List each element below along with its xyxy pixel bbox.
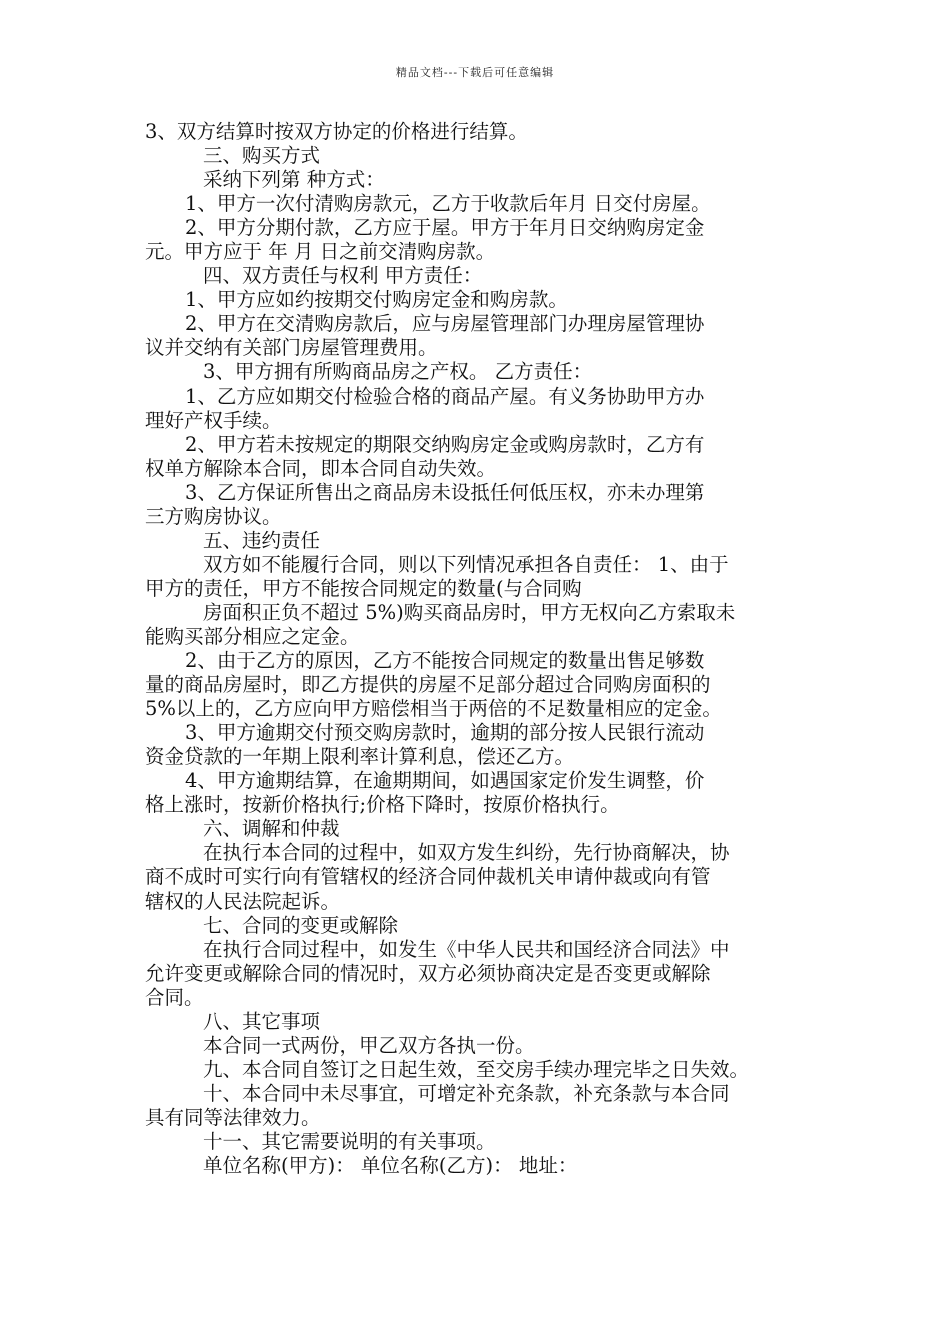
text-line: 格上涨时，按新价格执行;价格下降时，按原价格执行。 xyxy=(145,793,620,817)
text-line: 元。甲方应于 年 月 日之前交清购房款。 xyxy=(145,240,496,264)
text-line: 在执行本合同的过程中，如双方发生纠纷，先行协商解决，协 xyxy=(203,841,730,865)
text-line: 辖权的人民法院起诉。 xyxy=(145,889,341,913)
text-line: 议并交纳有关部门房屋管理费用。 xyxy=(145,336,438,360)
text-line: 房面积正负不超过 5%)购买商品房时，甲方无权向乙方索取未 xyxy=(203,600,736,624)
text-line: 在执行合同过程中，如发生《中华人民共和国经济合同法》中 xyxy=(203,937,730,961)
text-line: 5%以上的，乙方应向甲方赔偿相当于两倍的不足数量相应的定金。 xyxy=(145,697,722,721)
page-header: 精品文档---下载后可任意编辑 xyxy=(395,66,555,79)
text-line: 允许变更或解除合同的情况时，双方必须协商决定是否变更或解除 xyxy=(145,961,711,985)
text-line: 具有同等法律效力。 xyxy=(145,1105,321,1129)
text-line: 合同。 xyxy=(145,985,204,1009)
text-line: 2、甲方分期付款，乙方应于屋。甲方于年月日交纳购房定金 xyxy=(185,216,705,240)
text-line: 资金贷款的一年期上限利率计算利息，偿还乙方。 xyxy=(145,745,575,769)
section-heading: 五、违约责任 xyxy=(203,528,321,552)
text-line: 商不成时可实行向有管辖权的经济合同仲裁机关申请仲裁或向有管 xyxy=(145,865,711,889)
section-heading: 三、购买方式 xyxy=(203,144,321,168)
text-line: 1、乙方应如期交付检验合格的商品产屋。有义务协助甲方办 xyxy=(185,384,705,408)
text-line: 双方如不能履行合同，则以下列情况承担各自责任： 1、由于 xyxy=(203,552,729,576)
text-line: 3、甲方逾期交付预交购房款时，逾期的部分按人民银行流动 xyxy=(185,721,705,745)
section-heading: 四、双方责任与权利 甲方责任： xyxy=(203,264,483,288)
text-line: 4、甲方逾期结算，在逾期期间，如遇国家定价发生调整，价 xyxy=(185,769,705,793)
text-line: 十一、其它需要说明的有关事项。 xyxy=(203,1129,496,1153)
text-line: 甲方的责任，甲方不能按合同规定的数量(与合同购 xyxy=(145,576,582,600)
text-line: 本合同一式两份，甲乙双方各执一份。 xyxy=(203,1033,535,1057)
text-line: 权单方解除本合同，即本合同自动失效。 xyxy=(145,456,497,480)
text-line: 十、本合同中未尽事宜，可增定补充条款，补充条款与本合同 xyxy=(203,1081,730,1105)
signature-fields-line: 单位名称(甲方)： 单位名称(乙方)： 地址： xyxy=(203,1154,578,1178)
text-line: 2、甲方若未按规定的期限交纳购房定金或购房款时，乙方有 xyxy=(185,432,705,456)
section-heading: 七、合同的变更或解除 xyxy=(203,913,399,937)
text-line: 2、甲方在交清购房款后，应与房屋管理部门办理房屋管理协 xyxy=(185,312,705,336)
text-line: 三方购房协议。 xyxy=(145,504,282,528)
text-line: 采纳下列第 种方式： xyxy=(203,168,385,192)
text-line: 九、本合同自签订之日起生效，至交房手续办理完毕之日失效。 xyxy=(203,1057,750,1081)
text-line: 1、甲方应如约按期交付购房定金和购房款。 xyxy=(185,288,568,312)
text-line: 量的商品房屋时，即乙方提供的房屋不足部分超过合同购房面积的 xyxy=(145,673,711,697)
text-line: 3、甲方拥有所购商品房之产权。 乙方责任： xyxy=(203,360,593,384)
document-body xyxy=(145,120,815,1178)
text-line: 2、由于乙方的原因，乙方不能按合同规定的数量出售足够数 xyxy=(185,649,705,673)
section-heading: 八、其它事项 xyxy=(203,1009,321,1033)
section-heading: 六、调解和仲裁 xyxy=(203,817,340,841)
text-line: 理好产权手续。 xyxy=(145,408,282,432)
text-line: 1、甲方一次付清购房款元，乙方于收款后年月 日交付房屋。 xyxy=(185,192,711,216)
text-line: 3、双方结算时按双方协定的价格进行结算。 xyxy=(145,120,528,143)
text-line: 3、乙方保证所售出之商品房未设抵任何低压权，亦未办理第 xyxy=(185,480,705,504)
text-line: 能购买部分相应之定金。 xyxy=(145,624,360,648)
